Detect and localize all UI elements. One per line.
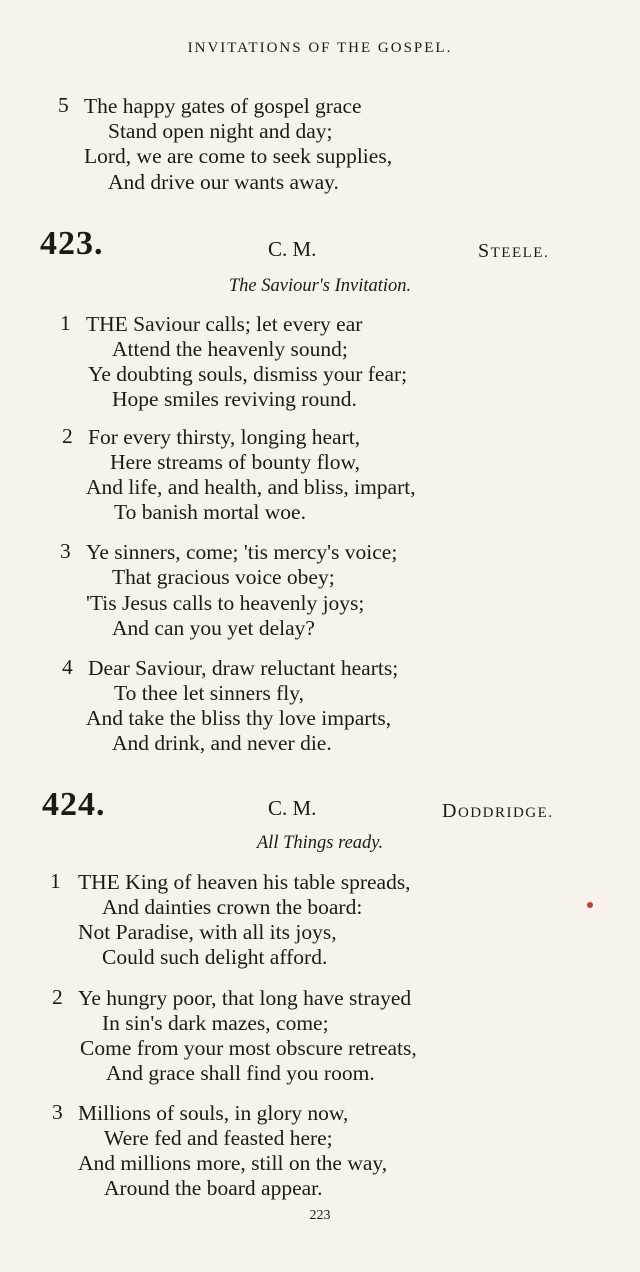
verse-line: Could such delight afford. [102,945,328,969]
hymn-meter: C. M. [268,796,317,820]
stanza-number: 3 [52,1100,63,1124]
verse-line: Hope smiles reviving round. [112,387,357,411]
hymn-number: 424. [42,786,106,823]
verse-line: THE Saviour calls; let every ear [86,312,363,336]
verse-line: That gracious voice obey; [112,565,335,589]
stanza-number: 2 [52,985,63,1009]
verse-line: Around the board appear. [104,1176,323,1200]
verse-line: Lord, we are come to seek supplies, [84,144,393,168]
stanza-number: 2 [62,424,73,448]
verse-line: To banish mortal woe. [114,500,306,524]
verse-line: For every thirsty, longing heart, [88,425,361,449]
stanza-number: 3 [60,539,71,563]
verse-line: Ye hungry poor, that long have strayed [78,986,412,1010]
hymn-meter: C. M. [268,237,317,261]
stanza-number: 1 [50,869,61,893]
verse-line: And dainties crown the board: [102,895,363,919]
stanza-number: 5 [58,93,69,117]
verse-line: Millions of souls, in glory now, [78,1101,349,1125]
verse-line: Were fed and feasted here; [104,1126,333,1150]
running-head: INVITATIONS OF THE GOSPEL. [187,40,453,56]
stanza-number: 1 [60,311,71,335]
verse-line: And life, and health, and bliss, impart, [86,475,416,499]
verse-line: Dear Saviour, draw reluctant hearts; [88,656,399,680]
verse-line: The happy gates of gospel grace [84,94,362,118]
hymn-title: All Things ready. [256,833,384,853]
verse-line: 'Tis Jesus calls to heavenly joys; [86,591,365,615]
verse-line: And grace shall find you room. [106,1061,375,1085]
verse-line: And drink, and never die. [112,731,332,755]
verse-line: Attend the heavenly sound; [112,337,348,361]
hymn-title: The Saviour's Invitation. [228,276,412,296]
verse-line: Come from your most obscure retreats, [80,1036,417,1060]
verse-line: Here streams of bounty flow, [110,450,360,474]
verse-line: Ye doubting souls, dismiss your fear; [88,362,408,386]
verse-line: And can you yet delay? [112,616,315,640]
verse-line: Ye sinners, come; 'tis mercy's voice; [86,540,398,564]
verse-line: Stand open night and day; [108,119,333,143]
verse-line: THE King of heaven his table spreads, [78,870,411,894]
page-number: 223 [309,1208,331,1223]
stanza-number: 4 [62,655,73,679]
hymn-author: DODDRIDGE. [442,800,554,822]
verse-line: And take the bliss thy love imparts, [86,706,392,730]
hymn-number: 423. [40,225,104,262]
verse-line: And drive our wants away. [108,170,339,194]
ink-spot [587,902,593,908]
verse-line: To thee let sinners fly, [114,681,304,705]
verse-line: In sin's dark mazes, come; [102,1011,329,1035]
hymn-author: STEELE. [478,240,550,262]
verse-line: Not Paradise, with all its joys, [78,920,337,944]
verse-line: And millions more, still on the way, [78,1151,388,1175]
